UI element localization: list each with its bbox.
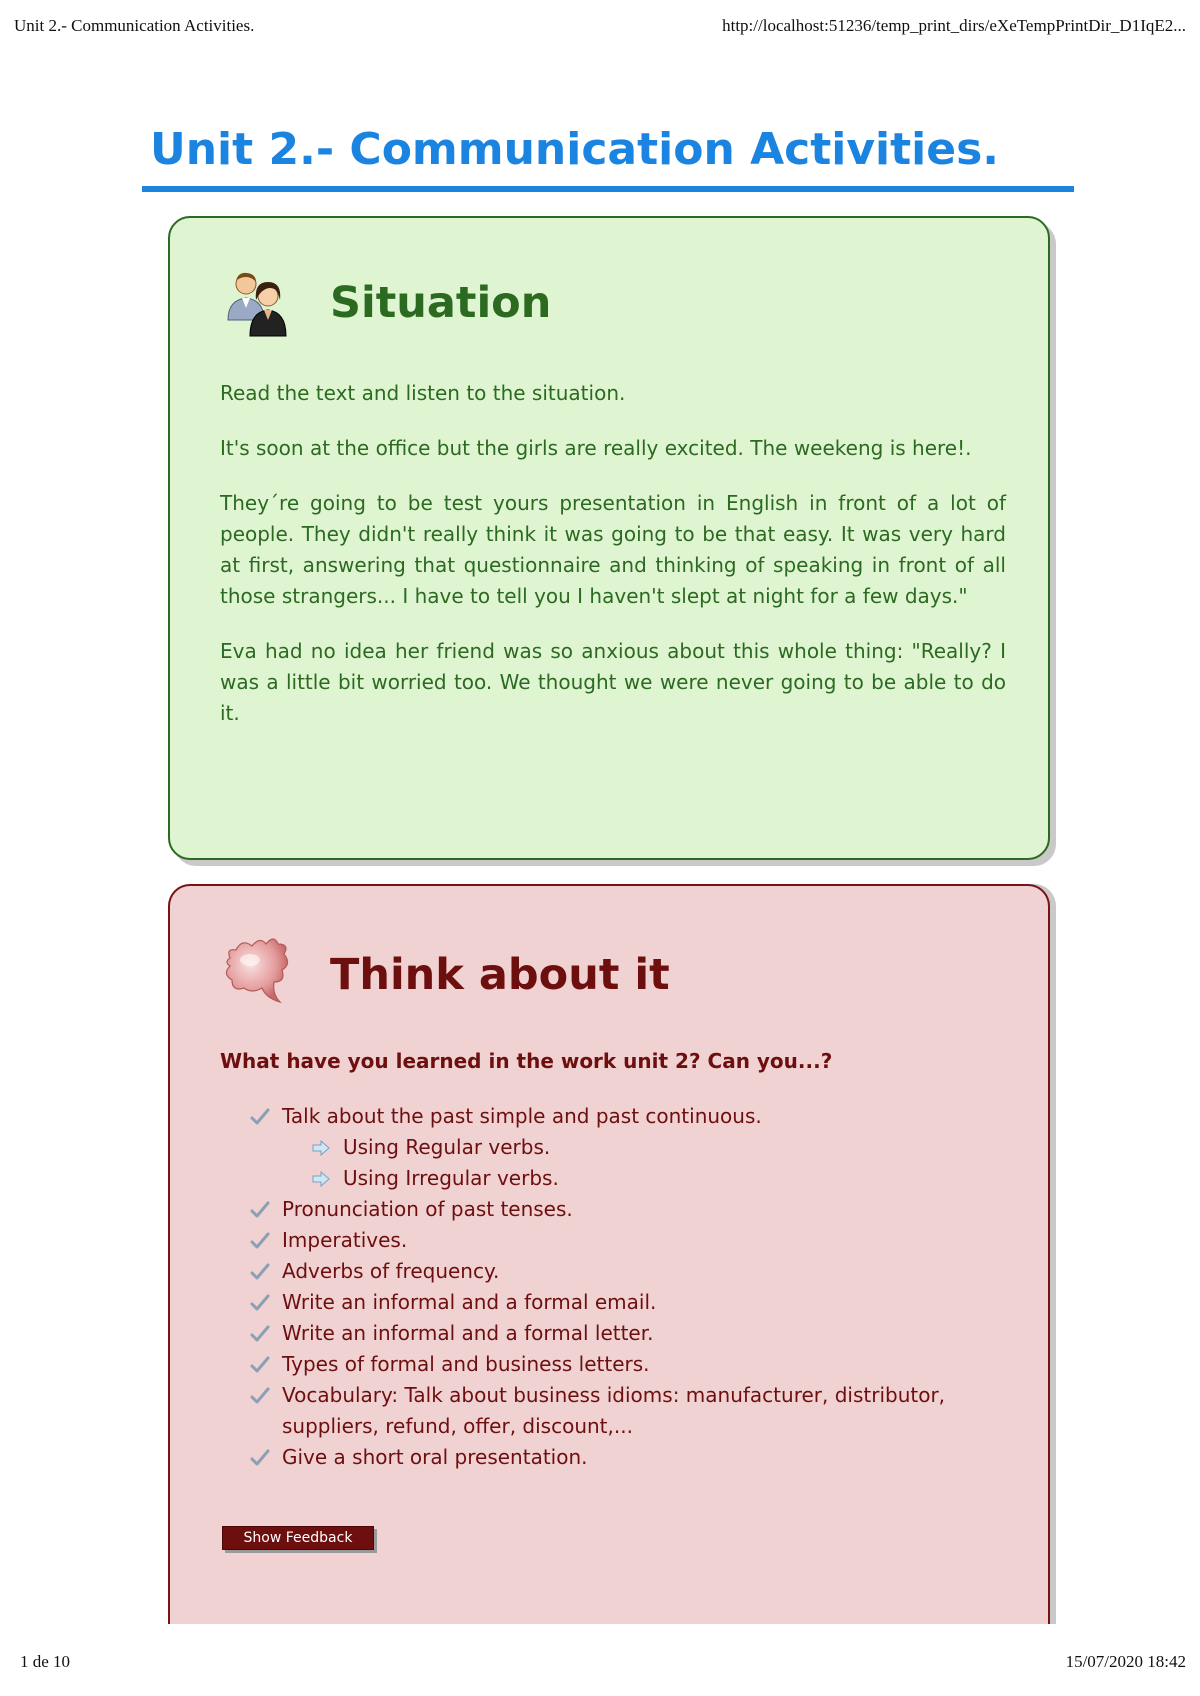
list-item (220, 1287, 1006, 1318)
list-item-text: Give a short oral presentation. (282, 1445, 588, 1469)
situation-title: Situation (330, 278, 552, 328)
think-about-it-panel (168, 884, 1050, 1624)
thought-splash-icon (220, 932, 294, 1006)
sub-list (282, 1132, 1006, 1194)
print-header-title: Unit 2.- Communication Activities. (14, 16, 255, 35)
print-header (14, 16, 1186, 40)
situation-text (220, 378, 1006, 753)
checkmark-icon (250, 1387, 270, 1405)
page-title: Unit 2.- Communication Activities. (150, 124, 999, 175)
checkmark-icon (250, 1232, 270, 1250)
sub-list-item-text: Using Regular verbs. (343, 1135, 551, 1159)
sub-list-item (281, 1132, 1006, 1163)
print-header-url: http://localhost:51236/temp_print_dirs/eXeTempPrintDir_D1IqE2... (722, 16, 1186, 35)
list-item-text: Vocabulary: Talk about business idioms: manufacturer, distributor, suppliers, refund, offer, discount,... (282, 1383, 946, 1438)
list-item (220, 1318, 1006, 1349)
list-item (220, 1101, 1006, 1194)
list-item-text: Write an informal and a formal letter. (282, 1321, 654, 1345)
list-item-text: Write an informal and a formal email. (282, 1290, 657, 1314)
people-icon (220, 264, 294, 338)
list-item (220, 1380, 1006, 1442)
list-item-text: Adverbs of frequency. (282, 1259, 500, 1283)
learning-checklist (220, 1101, 1006, 1473)
checkmark-icon (250, 1449, 270, 1467)
think-question: What have you learned in the work unit 2? Can you...? (220, 1049, 833, 1073)
list-item-text: Types of formal and business letters. (282, 1352, 650, 1376)
list-item-text: Talk about the past simple and past continuous. (282, 1104, 762, 1128)
checkmark-icon (250, 1263, 270, 1281)
situation-panel (168, 216, 1050, 860)
list-item (220, 1194, 1006, 1225)
title-divider (142, 186, 1074, 192)
situation-paragraph: It's soon at the office but the girls are really excited. The weekeng is here!. (220, 436, 972, 460)
print-footer (14, 1652, 1186, 1676)
arrow-right-icon (311, 1140, 331, 1156)
list-item (220, 1256, 1006, 1287)
list-item (220, 1442, 1006, 1473)
list-item-text: Pronunciation of past tenses. (282, 1197, 573, 1221)
list-item-text: Imperatives. (282, 1228, 408, 1252)
sub-list-item (281, 1163, 1006, 1194)
show-feedback-button[interactable]: Show Feedback (222, 1526, 374, 1550)
checkmark-icon (250, 1356, 270, 1374)
checkmark-icon (250, 1294, 270, 1312)
checkmark-icon (250, 1325, 270, 1343)
situation-paragraph: They´re going to be test yours presentation in English in front of a lot of people. They didn't really think it was going to be that easy. It was very hard at first, answering that questionnaire and thinking of speaking in front of all those strangers... I have to tell you I haven't slept at night for a few days." (220, 491, 1006, 608)
print-datetime: 15/07/2020 18:42 (1065, 1652, 1186, 1671)
page-number: 1 de 10 (20, 1652, 71, 1671)
think-about-it-content (220, 1046, 1006, 1473)
list-item (220, 1349, 1006, 1380)
checkmark-icon (250, 1201, 270, 1219)
list-item (220, 1225, 1006, 1256)
sub-list-item-text: Using Irregular verbs. (343, 1166, 559, 1190)
checkmark-icon (250, 1108, 270, 1126)
think-about-it-title: Think about it (330, 950, 670, 1000)
arrow-right-icon (311, 1171, 331, 1187)
situation-paragraph: Read the text and listen to the situation. (220, 381, 626, 405)
situation-paragraph: Eva had no idea her friend was so anxious about this whole thing: "Really? I was a little bit worried too. We thought we were never going to be able to do it. (220, 639, 1006, 725)
